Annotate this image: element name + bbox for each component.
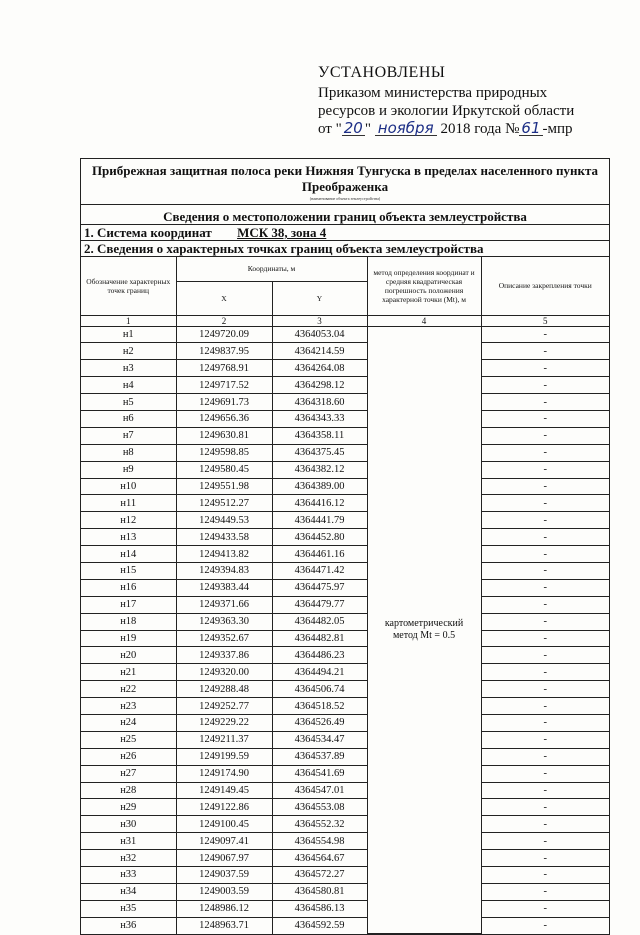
table-row bbox=[81, 343, 609, 360]
point-id: н36 bbox=[81, 917, 176, 933]
point-id: н10 bbox=[81, 478, 176, 495]
coord-x: 1249199.59 bbox=[176, 748, 272, 765]
table-row bbox=[81, 410, 609, 427]
point-description: - bbox=[481, 647, 609, 664]
coord-x: 1249252.77 bbox=[176, 698, 272, 715]
coord-x: 1249512.27 bbox=[176, 495, 272, 512]
table-row bbox=[81, 748, 609, 765]
coord-x: 1249097.41 bbox=[176, 833, 272, 850]
point-id: н14 bbox=[81, 546, 176, 563]
table-row bbox=[81, 816, 609, 833]
coord-x: 1249413.82 bbox=[176, 546, 272, 563]
coord-y: 4364389.00 bbox=[272, 478, 367, 495]
coord-x: 1249630.81 bbox=[176, 427, 272, 444]
point-description: - bbox=[481, 529, 609, 546]
point-id: н27 bbox=[81, 765, 176, 782]
coord-system-value: МСК 38, зона 4 bbox=[237, 225, 327, 240]
point-id: н2 bbox=[81, 343, 176, 360]
coord-y: 4364298.12 bbox=[272, 377, 367, 394]
point-id: н35 bbox=[81, 900, 176, 917]
handwritten-day: 20 bbox=[343, 119, 363, 137]
coord-y: 4364343.33 bbox=[272, 410, 367, 427]
table-row bbox=[81, 377, 609, 394]
point-description: - bbox=[481, 596, 609, 613]
point-id: н31 bbox=[81, 833, 176, 850]
point-id: н1 bbox=[81, 326, 176, 343]
table-row bbox=[81, 495, 609, 512]
table-row bbox=[81, 546, 609, 563]
point-description: - bbox=[481, 394, 609, 411]
point-id: н12 bbox=[81, 512, 176, 529]
coord-y: 4364479.77 bbox=[272, 596, 367, 613]
coord-x: 1249691.73 bbox=[176, 394, 272, 411]
coord-y: 4364214.59 bbox=[272, 343, 367, 360]
header-x: X bbox=[176, 281, 272, 315]
method-line-2: метод Mt = 0.5 bbox=[392, 629, 456, 641]
coord-x: 1249288.48 bbox=[176, 681, 272, 698]
point-id: н21 bbox=[81, 664, 176, 681]
coord-x: 1249037.59 bbox=[176, 867, 272, 884]
points-label: 2. Сведения о характерных точках границ объекта землеустройства bbox=[81, 241, 609, 257]
point-id: н6 bbox=[81, 410, 176, 427]
coord-x: 1249580.45 bbox=[176, 461, 272, 478]
col-num-2: 2 bbox=[176, 315, 272, 326]
coord-y: 4364475.97 bbox=[272, 579, 367, 596]
coord-x: 1249211.37 bbox=[176, 731, 272, 748]
table-row bbox=[81, 444, 609, 461]
point-id: н19 bbox=[81, 630, 176, 647]
point-description: - bbox=[481, 546, 609, 563]
point-description: - bbox=[481, 664, 609, 681]
table-row bbox=[81, 596, 609, 613]
coord-x: 1249371.66 bbox=[176, 596, 272, 613]
coord-system-label: 1. Система координат bbox=[84, 225, 212, 240]
coord-y: 4364358.11 bbox=[272, 427, 367, 444]
coord-y: 4364580.81 bbox=[272, 883, 367, 900]
coord-x: 1249229.22 bbox=[176, 714, 272, 731]
point-description: - bbox=[481, 630, 609, 647]
col-num-3: 3 bbox=[272, 315, 367, 326]
coord-x: 1249352.67 bbox=[176, 630, 272, 647]
document-title bbox=[81, 159, 609, 205]
coord-y: 4364572.27 bbox=[272, 867, 367, 884]
coord-y: 4364592.59 bbox=[272, 917, 367, 933]
coord-x: 1248963.71 bbox=[176, 917, 272, 933]
point-description: - bbox=[481, 698, 609, 715]
points-table bbox=[81, 257, 609, 934]
coord-x: 1249363.30 bbox=[176, 613, 272, 630]
handwritten-number: 61 bbox=[521, 119, 541, 137]
point-description: - bbox=[481, 833, 609, 850]
point-description: - bbox=[481, 579, 609, 596]
coord-y: 4364264.08 bbox=[272, 360, 367, 377]
point-id: н4 bbox=[81, 377, 176, 394]
point-id: н28 bbox=[81, 782, 176, 799]
table-row bbox=[81, 427, 609, 444]
point-id: н20 bbox=[81, 647, 176, 664]
coord-y: 4364518.52 bbox=[272, 698, 367, 715]
column-numbers bbox=[81, 315, 609, 326]
table-row bbox=[81, 478, 609, 495]
coord-y: 4364506.74 bbox=[272, 681, 367, 698]
col-num-5: 5 bbox=[481, 315, 609, 326]
boundary-document bbox=[80, 158, 610, 935]
coord-y: 4364053.04 bbox=[272, 326, 367, 343]
point-id: н8 bbox=[81, 444, 176, 461]
point-description: - bbox=[481, 883, 609, 900]
point-id: н11 bbox=[81, 495, 176, 512]
point-description: - bbox=[481, 410, 609, 427]
table-row bbox=[81, 529, 609, 546]
point-description: - bbox=[481, 765, 609, 782]
point-description: - bbox=[481, 731, 609, 748]
point-id: н29 bbox=[81, 799, 176, 816]
point-description: - bbox=[481, 461, 609, 478]
point-id: н15 bbox=[81, 562, 176, 579]
point-description: - bbox=[481, 444, 609, 461]
coord-x: 1249003.59 bbox=[176, 883, 272, 900]
point-id: н13 bbox=[81, 529, 176, 546]
coord-x: 1249149.45 bbox=[176, 782, 272, 799]
approval-heading: УСТАНОВЛЕНЫ bbox=[318, 64, 446, 81]
table-row bbox=[81, 579, 609, 596]
order-suffix: -мпр bbox=[542, 121, 573, 137]
point-description: - bbox=[481, 816, 609, 833]
coord-y: 4364586.13 bbox=[272, 900, 367, 917]
point-description: - bbox=[481, 562, 609, 579]
point-description: - bbox=[481, 326, 609, 343]
coord-y: 4364441.79 bbox=[272, 512, 367, 529]
table-row bbox=[81, 512, 609, 529]
point-id: н3 bbox=[81, 360, 176, 377]
coord-y: 4364416.12 bbox=[272, 495, 367, 512]
coord-y: 4364382.12 bbox=[272, 461, 367, 478]
point-description: - bbox=[481, 867, 609, 884]
approval-line-2: ресурсов и экологии Иркутской области bbox=[318, 103, 575, 119]
point-description: - bbox=[481, 495, 609, 512]
coord-x: 1249656.36 bbox=[176, 410, 272, 427]
table-row bbox=[81, 765, 609, 782]
coord-y: 4364541.69 bbox=[272, 765, 367, 782]
coord-x: 1249337.86 bbox=[176, 647, 272, 664]
coord-x: 1249100.45 bbox=[176, 816, 272, 833]
coord-x: 1249433.58 bbox=[176, 529, 272, 546]
table-row bbox=[81, 394, 609, 411]
table-row bbox=[81, 782, 609, 799]
date-quote: " bbox=[364, 121, 371, 137]
point-id: н30 bbox=[81, 816, 176, 833]
table-row bbox=[81, 833, 609, 850]
coord-x: 1249598.85 bbox=[176, 444, 272, 461]
coord-y: 4364494.21 bbox=[272, 664, 367, 681]
table-row bbox=[81, 613, 609, 630]
coord-x: 1249320.00 bbox=[176, 664, 272, 681]
col-num-4: 4 bbox=[367, 315, 481, 326]
coord-y: 4364452.80 bbox=[272, 529, 367, 546]
point-description: - bbox=[481, 427, 609, 444]
point-id: н32 bbox=[81, 850, 176, 867]
coord-y: 4364564.67 bbox=[272, 850, 367, 867]
point-id: н16 bbox=[81, 579, 176, 596]
coord-y: 4364547.01 bbox=[272, 782, 367, 799]
point-description: - bbox=[481, 714, 609, 731]
point-description: - bbox=[481, 478, 609, 495]
approval-date-line bbox=[318, 120, 618, 138]
table-row bbox=[81, 360, 609, 377]
coord-y: 4364526.49 bbox=[272, 714, 367, 731]
coord-y: 4364471.42 bbox=[272, 562, 367, 579]
point-description: - bbox=[481, 613, 609, 630]
coord-y: 4364482.81 bbox=[272, 630, 367, 647]
method-line-1: картометрический bbox=[384, 617, 464, 629]
point-description: - bbox=[481, 681, 609, 698]
title-line-2: Преображенка bbox=[301, 179, 389, 194]
handwritten-month: ноября bbox=[375, 121, 437, 136]
point-id: н25 bbox=[81, 731, 176, 748]
table-row bbox=[81, 562, 609, 579]
coord-y: 4364534.47 bbox=[272, 731, 367, 748]
header-y: Y bbox=[272, 281, 367, 315]
point-id: н9 bbox=[81, 461, 176, 478]
coord-y: 4364486.23 bbox=[272, 647, 367, 664]
coord-y: 4364554.98 bbox=[272, 833, 367, 850]
header-point: Обозначение характерных точек границ bbox=[81, 257, 176, 315]
year-text: 2018 года № bbox=[440, 121, 520, 137]
coord-y: 4364537.89 bbox=[272, 748, 367, 765]
point-description: - bbox=[481, 512, 609, 529]
table-row bbox=[81, 681, 609, 698]
point-description: - bbox=[481, 343, 609, 360]
point-description: - bbox=[481, 850, 609, 867]
coord-x: 1249067.97 bbox=[176, 850, 272, 867]
table-row bbox=[81, 799, 609, 816]
coord-y: 4364375.45 bbox=[272, 444, 367, 461]
header-method: метод определения координат и средняя квадратическая погрешность положения характерной точки (Mt), м bbox=[367, 257, 481, 315]
coord-x: 1249768.91 bbox=[176, 360, 272, 377]
date-prefix: от " bbox=[318, 121, 342, 137]
coord-x: 1249717.52 bbox=[176, 377, 272, 394]
coord-x: 1249383.44 bbox=[176, 579, 272, 596]
table-row bbox=[81, 630, 609, 647]
coord-x: 1249122.86 bbox=[176, 799, 272, 816]
approval-line-1: Приказом министерства природных bbox=[318, 85, 548, 101]
point-description: - bbox=[481, 917, 609, 933]
coord-y: 4364552.32 bbox=[272, 816, 367, 833]
coord-x: 1248986.12 bbox=[176, 900, 272, 917]
point-id: н7 bbox=[81, 427, 176, 444]
table-row bbox=[81, 698, 609, 715]
table-row bbox=[81, 647, 609, 664]
coord-x: 1249551.98 bbox=[176, 478, 272, 495]
point-id: н17 bbox=[81, 596, 176, 613]
point-description: - bbox=[481, 782, 609, 799]
coord-x: 1249837.95 bbox=[176, 343, 272, 360]
table-row bbox=[81, 867, 609, 884]
table-row bbox=[81, 731, 609, 748]
coord-y: 4364318.60 bbox=[272, 394, 367, 411]
coord-x: 1249720.09 bbox=[176, 326, 272, 343]
table-row bbox=[81, 883, 609, 900]
point-id: н24 bbox=[81, 714, 176, 731]
coord-x: 1249174.90 bbox=[176, 765, 272, 782]
col-num-1: 1 bbox=[81, 315, 176, 326]
table-row bbox=[81, 461, 609, 478]
coord-system-line bbox=[81, 225, 609, 241]
point-id: н23 bbox=[81, 698, 176, 715]
table-row bbox=[81, 850, 609, 867]
point-description: - bbox=[481, 377, 609, 394]
point-id: н34 bbox=[81, 883, 176, 900]
point-id: н22 bbox=[81, 681, 176, 698]
coord-x: 1249449.53 bbox=[176, 512, 272, 529]
table-row bbox=[81, 714, 609, 731]
coord-y: 4364482.05 bbox=[272, 613, 367, 630]
title-line-1: Прибрежная защитная полоса реки Нижняя Тунгуска в пределах населенного пункта bbox=[91, 163, 599, 178]
coord-x: 1249394.83 bbox=[176, 562, 272, 579]
point-description: - bbox=[481, 799, 609, 816]
point-id: н18 bbox=[81, 613, 176, 630]
coord-y: 4364553.08 bbox=[272, 799, 367, 816]
point-id: н33 bbox=[81, 867, 176, 884]
header-coords: Координаты, м bbox=[176, 257, 367, 281]
table-row bbox=[81, 917, 609, 933]
approval-stamp bbox=[318, 64, 618, 138]
point-description: - bbox=[481, 900, 609, 917]
point-id: н26 bbox=[81, 748, 176, 765]
title-note: (наименование объекта землеустройства) bbox=[309, 196, 381, 201]
point-id: н5 bbox=[81, 394, 176, 411]
point-description: - bbox=[481, 360, 609, 377]
header-desc: Описание закрепления точки bbox=[481, 257, 609, 315]
method-cell bbox=[367, 326, 481, 934]
section-title: Сведения о местоположении границ объекта землеустройства bbox=[81, 205, 609, 225]
table-row bbox=[81, 664, 609, 681]
table-row bbox=[81, 326, 609, 343]
coord-y: 4364461.16 bbox=[272, 546, 367, 563]
point-description: - bbox=[481, 748, 609, 765]
